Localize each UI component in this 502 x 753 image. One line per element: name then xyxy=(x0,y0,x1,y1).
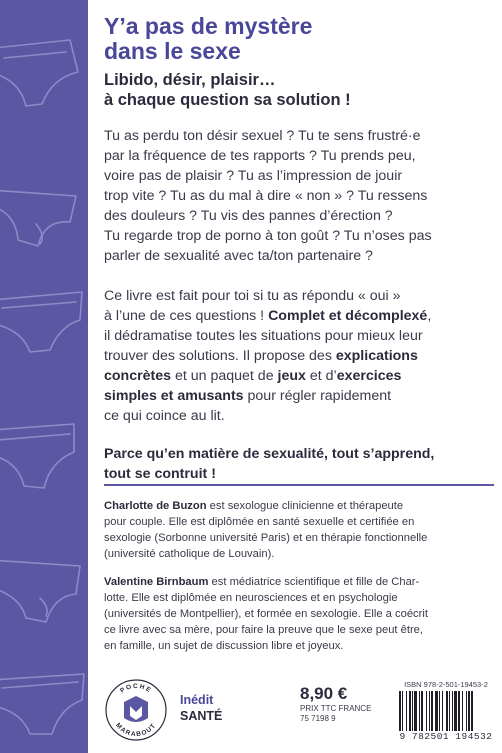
text-run: est médiatrice scientifique et fille de Char- xyxy=(208,576,420,588)
text-line xyxy=(104,326,494,346)
book-title xyxy=(104,14,494,64)
text-line: Tu as perdu ton désir sexuel ? Tu te sens frustré·e xyxy=(104,128,421,144)
text-line xyxy=(104,306,494,326)
subtitle-line: à chaque question sa solution ! xyxy=(104,91,351,109)
book-subtitle xyxy=(104,70,494,110)
barcode-bar xyxy=(409,691,411,731)
text-line: Tu regarde trop de porno à ton goût ? Tu n’oses pas xyxy=(104,228,432,244)
ean-number: 9 782501 194532 xyxy=(399,731,493,742)
back-cover-footer xyxy=(104,676,496,748)
text-line xyxy=(104,386,494,406)
underwear-pattern xyxy=(0,0,88,753)
text-run: , xyxy=(427,308,432,324)
barcode-bar xyxy=(429,691,430,731)
barcode-bar xyxy=(442,691,443,731)
barcode-bar xyxy=(468,691,470,731)
price: 8,90 € xyxy=(300,684,348,703)
text-run: il dédramatise toutes les situations pour mieux leur xyxy=(104,328,423,344)
barcode-icon xyxy=(398,691,494,731)
text-run: est sexologue clinicienne et thérapeute xyxy=(206,500,404,512)
text-line: par la fréquence de tes rapports ? Tu prends peu, xyxy=(104,148,416,164)
text-run: et un paquet de xyxy=(171,368,278,384)
text-line: tout se contruit ! xyxy=(104,466,216,482)
poche-marabout-logo xyxy=(104,678,168,742)
text-run: trouver des solutions. Il propose des xyxy=(104,348,336,364)
text-line: (université catholique de Louvain). xyxy=(104,548,275,560)
collection-label xyxy=(180,692,222,724)
text-run: pour régler rapidement xyxy=(243,388,392,404)
text-line xyxy=(104,346,494,366)
barcode-bar xyxy=(449,691,450,731)
text-run: et d’ xyxy=(305,368,337,384)
barcode-bar xyxy=(419,691,420,731)
text-run: Ce livre est fait pour toi si tu as répondu « oui » xyxy=(104,288,401,304)
price-label: PRIX TTC FRANCE xyxy=(300,704,372,713)
barcode-bar xyxy=(412,691,413,731)
text-line xyxy=(104,574,496,590)
subtitle-line: Libido, désir, plaisir… xyxy=(104,71,276,89)
barcode-bar xyxy=(458,691,460,731)
text-line xyxy=(104,366,494,386)
barcode-bar xyxy=(406,691,407,731)
author-name: Charlotte de Buzon xyxy=(104,500,207,512)
author-bio xyxy=(104,498,496,562)
barcode-bar xyxy=(431,691,433,731)
bold-run: simples et amusants xyxy=(104,388,244,404)
bold-run: jeux xyxy=(277,368,306,384)
text-line: sexologie (Sorbonne université Paris) et en thérapie fonctionnelle xyxy=(104,532,428,544)
bold-run: concrètes xyxy=(104,368,172,384)
text-line: Parce qu’en matière de sexualité, tout s’apprend, xyxy=(104,446,435,462)
bold-run: explications xyxy=(335,348,418,364)
text-run: à l’une de ces questions ! xyxy=(104,308,269,324)
barcode-bar xyxy=(462,691,463,731)
barcode-bar xyxy=(439,691,440,731)
author-bios xyxy=(104,498,496,654)
barcode-block xyxy=(394,680,498,742)
collection-line: Inédit xyxy=(180,693,214,707)
intro-questions xyxy=(104,126,494,266)
section-divider xyxy=(104,484,494,486)
title-line: Y’a pas de mystère xyxy=(104,13,313,39)
text-line xyxy=(104,498,496,514)
cover-illustration-band xyxy=(0,0,88,753)
isbn-label: ISBN 978-2-501-19453-2 xyxy=(404,680,488,689)
publisher-name-top: POCHE xyxy=(119,682,153,695)
barcode-bar xyxy=(454,691,457,731)
text-line xyxy=(104,406,494,426)
text-line: voire pas de plaisir ? Tu as l’impression de jouir xyxy=(104,168,403,184)
bold-run: Complet et décomplexé xyxy=(268,308,428,324)
barcode-bar xyxy=(452,691,453,731)
text-line: lotte. Elle est diplômée en neurosciences et en psychologie xyxy=(104,592,398,604)
internal-code: 75 7198 9 xyxy=(300,714,336,723)
tagline xyxy=(104,444,494,484)
author-bio xyxy=(104,574,496,654)
author-name: Valentine Birnbaum xyxy=(104,576,209,588)
text-line: (universités de Montpellier), et formée en sexologie. Elle a coécrit xyxy=(104,608,428,620)
collection-line: SANTÉ xyxy=(180,709,223,723)
barcode-bar xyxy=(414,691,417,731)
text-run: ce qui coince au lit. xyxy=(104,408,225,424)
barcode-bar xyxy=(435,691,438,731)
barcode-bar xyxy=(446,691,448,731)
back-cover-text xyxy=(104,14,494,484)
text-line: pour couple. Elle est diplômée en santé sexuelle et certifiée en xyxy=(104,516,415,528)
barcode-bar xyxy=(471,691,473,731)
barcode-bar xyxy=(402,691,403,731)
title-line: dans le sexe xyxy=(104,38,241,64)
barcode-bar xyxy=(421,691,423,731)
book-description xyxy=(104,286,494,426)
text-line: ce livre avec sa mère, pour faire la preuve que le sexe peut être, xyxy=(104,624,424,636)
barcode-bar xyxy=(399,691,401,731)
barcode-bar xyxy=(466,691,467,731)
svg-text:POCHE xyxy=(119,683,153,695)
text-line: des douleurs ? Tu vis des pannes d’érection ? xyxy=(104,208,393,224)
bold-run: exercices xyxy=(336,368,402,384)
barcode-bar xyxy=(426,691,427,731)
publisher-name-bottom: MARABOUT xyxy=(114,721,158,739)
text-line: trop vite ? Tu as du mal à dire « non » ? Tu ressens xyxy=(104,188,428,204)
price-block xyxy=(300,684,371,724)
text-line xyxy=(104,286,494,306)
text-line: en famille, un sujet de discussion libre et joyeux. xyxy=(104,640,344,652)
text-line: parler de sexualité avec ta/ton partenaire ? xyxy=(104,248,373,264)
